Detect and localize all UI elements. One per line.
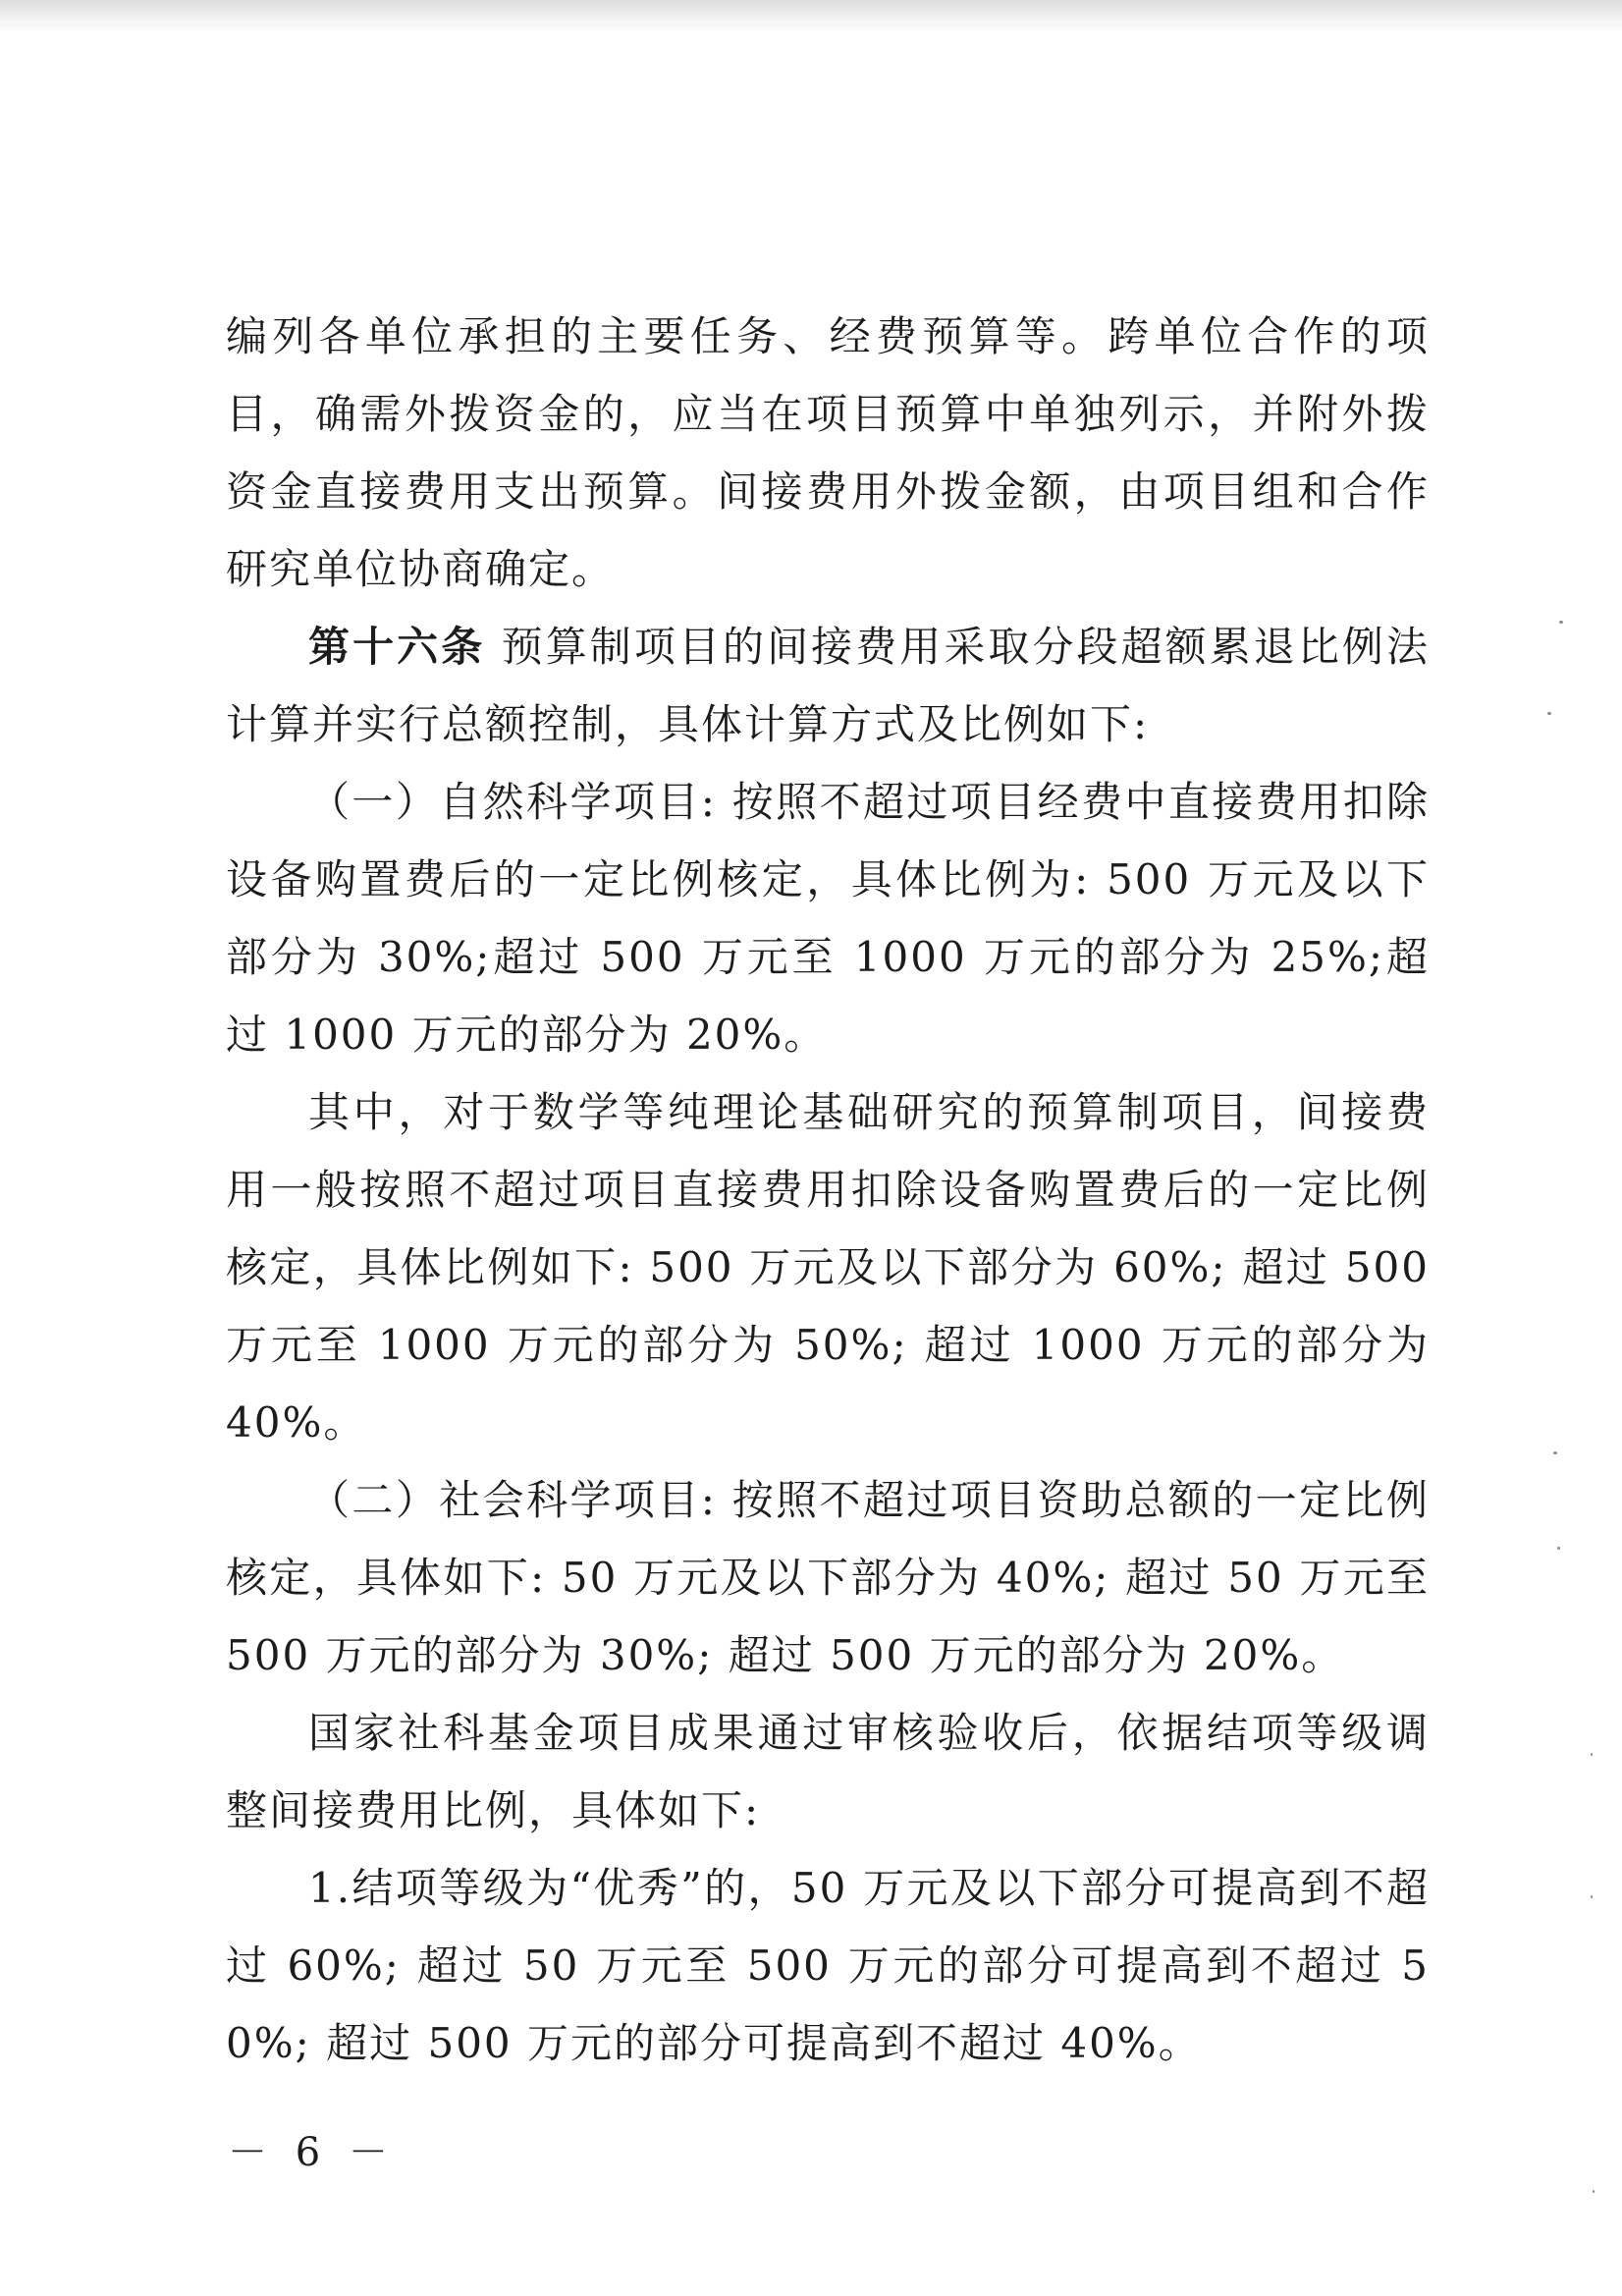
paragraph-social-science (226, 1461, 1430, 1694)
scan-top-edge (0, 0, 1622, 33)
paragraph-social-fund-adjustment (226, 1694, 1430, 1849)
scan-speck (1591, 1753, 1593, 1756)
paragraph-continuation (226, 298, 1430, 608)
document-body (226, 298, 1430, 2082)
scan-speck (1553, 1451, 1557, 1454)
paragraph-text: （一）自然科学项目: 按照不超过项目经费中直接费用扣除设备购置费后的一定比例核定，具体比例为: 500 万元及以下部分为 30%;超过 500 万元至 1000 万元的部分为 25%;超过 1000 万元的部分为 20%。 (226, 778, 1430, 1059)
paragraph-text: 其中，对于数学等纯理论基础研究的预算制项目，间接费用一般按照不超过项目直接费用扣除设备购置费后的一定比例核定，具体比例如下: 500 万元及以下部分为 60%; 超过 500 万元至 1000 万元的部分为 50%; 超过 1000 万元的部分为 40%。 (226, 1088, 1430, 1447)
paragraph-text: 1.结项等级为“优秀”的，50 万元及以下部分可提高到不超过 60%; 超过 50 万元至 500 万元的部分可提高到不超过 50%; 超过 500 万元的部分可提高到不超过 40%。 (226, 1864, 1430, 2067)
paragraph-text: 预算制项目的间接费用采取分段超额累退比例法计算并实行总额控制，具体计算方式及比例如下: (226, 623, 1430, 748)
scan-speck (1559, 621, 1563, 624)
paragraph-pure-theory (226, 1073, 1430, 1461)
paragraph-text: 编列各单位承担的主要任务、经费预算等。跨单位合作的项目，确需外拨资金的，应当在项目预算中单独列示，并附外拨资金直接费用支出预算。间接费用外拨金额，由项目组和合作研究单位协商确定。 (226, 312, 1430, 593)
paragraph-article-16 (226, 608, 1430, 763)
scan-speck (1593, 2190, 1595, 2193)
paragraph-natural-science (226, 763, 1430, 1073)
scan-speck (1547, 712, 1551, 715)
scan-speck (1591, 1895, 1593, 1898)
paragraph-text: 国家社科基金项目成果通过审核验收后，依据结项等级调整间接费用比例，具体如下: (226, 1709, 1430, 1834)
page-number: － 6 － (228, 2130, 396, 2175)
paragraph-text: （二）社会科学项目: 按照不超过项目资助总额的一定比例核定，具体如下: 50 万元及以下部分为 40%; 超过 50 万元至 500 万元的部分为 30%; 超过 500 万元的部分为 20%。 (226, 1476, 1430, 1679)
paragraph-excellent-grade (226, 1849, 1430, 2082)
scan-speck (1557, 1547, 1560, 1550)
article-heading: 第十六条 (308, 623, 486, 671)
